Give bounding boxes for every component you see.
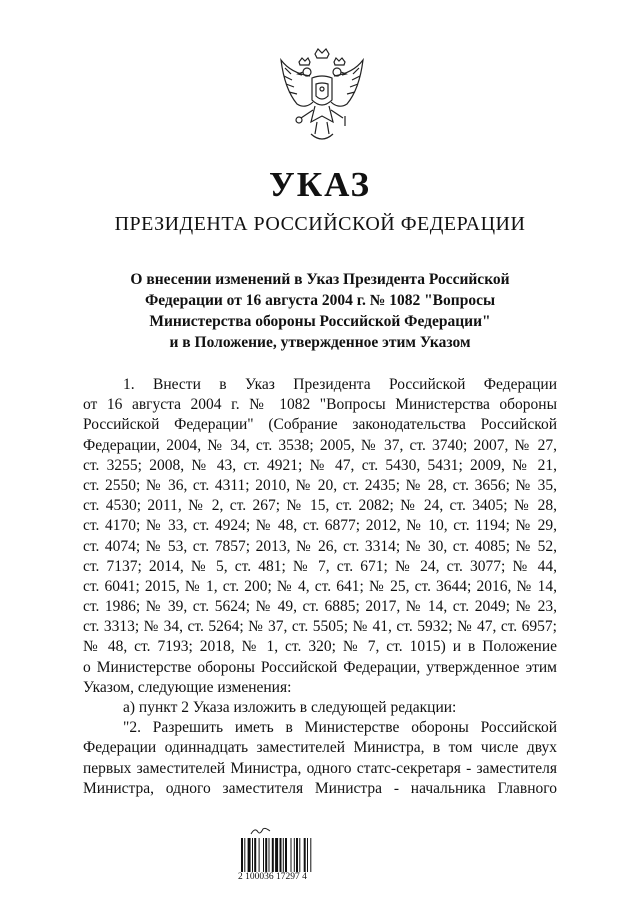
body-line: Федерации, 2004, № 34, ст. 3538; 2005, № 37, ст. 3740; 2007, № 27, [83, 436, 557, 454]
barcode-bar [269, 838, 270, 872]
body-line: Федерации одиннадцать заместителей Министра, в том числе двух [83, 739, 557, 757]
body-line: ст. 6041; 2015, № 1, ст. 200; № 4, ст. 641; № 25, ст. 3644; 2016, № 14, [83, 577, 557, 595]
barcode-block [236, 826, 346, 882]
barcode-bar [275, 838, 278, 872]
body-line: ст. 2550; № 36, ст. 4311; 2010, № 20, ст. 2435; № 28, ст. 3656; № 35, [83, 476, 557, 494]
body-line: о Министерстве обороны Российской Федерации, утвержденное этим [83, 658, 557, 676]
barcode-number: 2 100036 17297 4 [238, 872, 307, 882]
barcode-bar [259, 838, 260, 872]
barcode-bar [248, 838, 251, 872]
body-line: ст. 7137; 2014, № 5, ст. 481; № 7, ст. 671; № 24, ст. 3077; № 44, [83, 557, 557, 575]
document-issuer: ПРЕЗИДЕНТА РОССИЙСКОЙ ФЕДЕРАЦИИ [114, 213, 526, 235]
barcode-bar [291, 838, 292, 872]
barcode-bar [283, 838, 284, 872]
body-line: ст. 4170; № 33, ст. 4924; № 48, ст. 6877; 2012, № 10, ст. 1194; № 29, [83, 517, 557, 535]
body-line: ст. 1986; № 39, ст. 5624; № 49, ст. 6885; 2017, № 14, ст. 2049; № 23, [83, 598, 557, 616]
body-line: а) пункт 2 Указа изложить в следующей редакции: [123, 699, 457, 716]
barcode-bar [252, 838, 253, 872]
body-line: 1. Внести в Указ Президента Российской Федерации [123, 376, 557, 393]
barcode-bar [307, 838, 308, 872]
barcode-bar [241, 838, 243, 872]
barcode-bar [285, 838, 287, 872]
barcode-bar [272, 838, 274, 872]
coat-of-arms-icon [277, 48, 367, 150]
body-line: "2. Разрешить иметь в Министерстве обороны Российской [123, 719, 557, 737]
body-line: Российской Федерации" (Собрание законодательства Российской [83, 416, 557, 434]
document-subject [80, 269, 560, 353]
body-line: № 48, ст. 7193; 2018, № 1, ст. 320; № 7, ст. 1015) и в Положение [83, 638, 557, 656]
subject-line: Министерства обороны Российской Федерации" [149, 313, 491, 330]
barcode-bar [263, 838, 264, 872]
body-line: ст. 3255; 2008, № 43, ст. 4921; № 47, ст. 5430, 5431; 2009, № 21, [83, 456, 557, 474]
subject-line: и в Положение, утвержденное этим Указом [169, 334, 471, 351]
body-line: ст. 4074; № 53, ст. 7857; 2013, № 26, ст. 3314; № 30, ст. 4085; № 52, [83, 537, 557, 555]
barcode-bar [244, 838, 245, 872]
barcode-bar [310, 838, 311, 872]
body-line: ст. 4530; 2011, № 2, ст. 267; № 15, ст. 2082; № 24, ст. 3405; № 28, [83, 497, 557, 515]
body-line: Министра, одного заместителя Министра - начальника Главного [83, 779, 557, 797]
barcode-bar [304, 838, 306, 872]
subject-line: Федерации от 16 августа 2004 г. № 1082 "Вопросы [144, 292, 496, 309]
barcode-bar [294, 838, 295, 872]
document-title: УКАЗ [269, 165, 371, 204]
body-line: ст. 3313; № 34, ст. 5264; № 37, ст. 5505; № 41, ст. 5932; № 47, ст. 6957; [83, 618, 557, 636]
barcode-icon [240, 838, 338, 872]
barcode-bar [296, 838, 298, 872]
barcode-bar [254, 838, 256, 872]
body-line: Указом, следующие изменения: [83, 678, 292, 696]
barcode-bar [299, 838, 300, 872]
subject-line: О внесении изменений в Указ Президента Российской [130, 271, 510, 288]
body-line: от 16 августа 2004 г. № 1082 "Вопросы Министерства обороны [83, 396, 557, 414]
document-body [83, 375, 557, 799]
signature-mark-icon [236, 826, 346, 838]
body-line: первых заместителей Министра, одного статс-секретаря - заместителя [83, 759, 557, 777]
barcode-bar [280, 838, 282, 872]
barcode-bar [265, 838, 267, 872]
